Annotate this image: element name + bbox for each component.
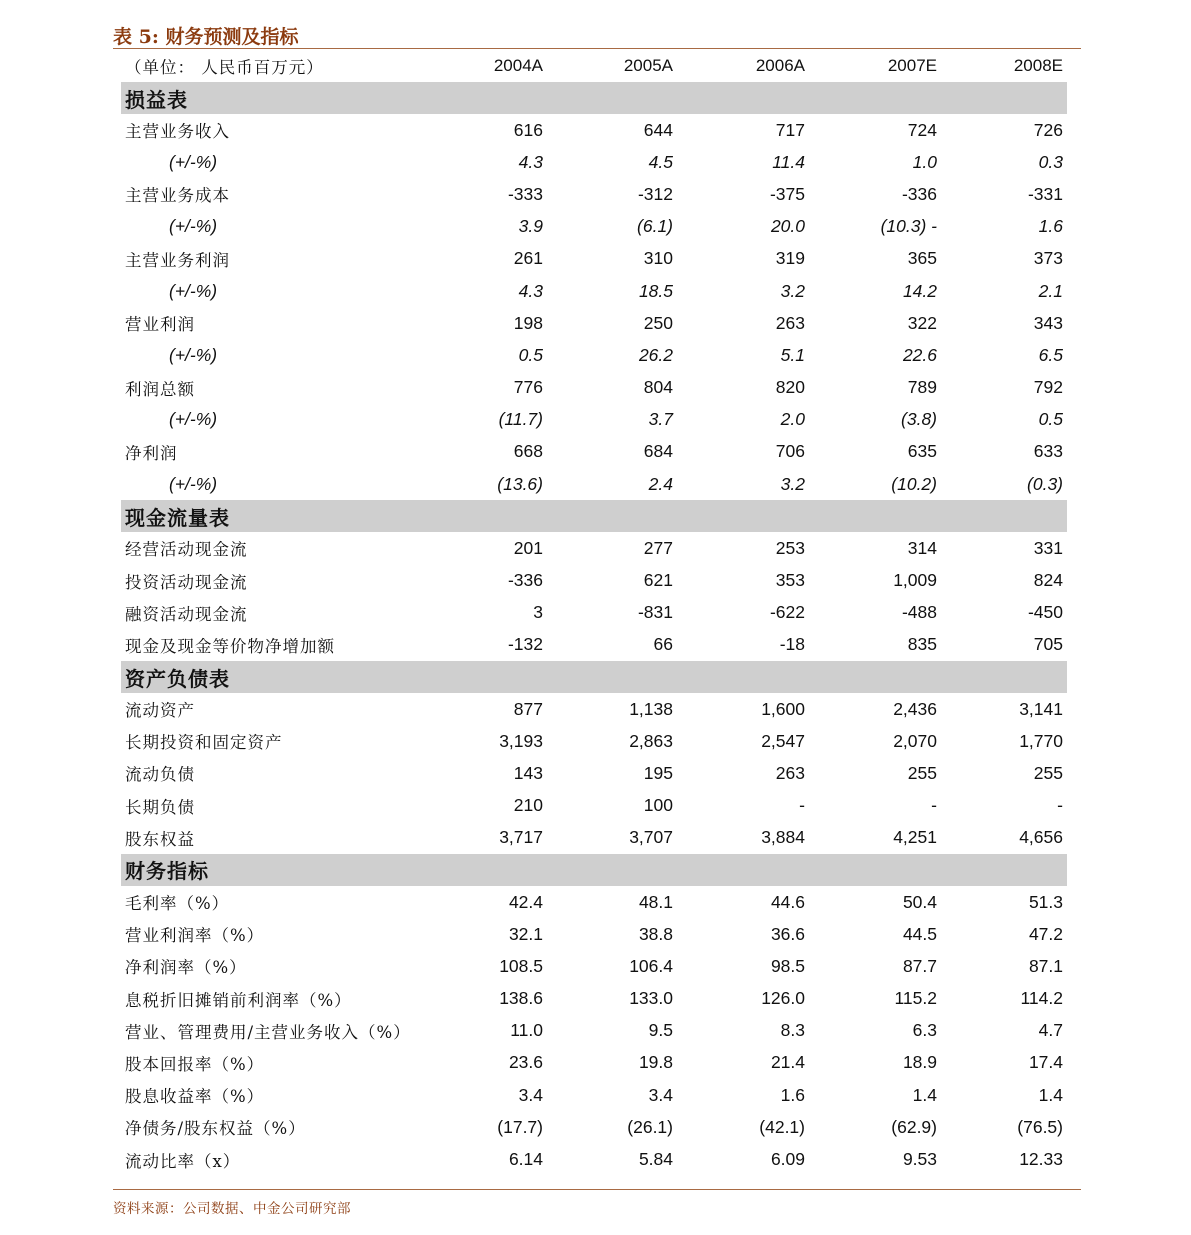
value-cell: 789 [907, 377, 937, 398]
row-label: 净利润率（%） [125, 958, 247, 978]
value-cell: 717 [775, 119, 805, 140]
value-cell: 726 [1033, 119, 1063, 140]
value-cell: 87.7 [902, 955, 937, 976]
table-row [121, 243, 1067, 275]
value-cell: 21.4 [770, 1052, 805, 1073]
row-label: 利润总额 [125, 379, 195, 399]
value-cell: 621 [643, 570, 673, 591]
value-cell: 6.5 [1038, 344, 1063, 365]
value-cell: 1,138 [629, 698, 673, 719]
value-cell: (3.8) [901, 409, 937, 430]
value-cell: 1,009 [893, 570, 937, 591]
value-cell: 51.3 [1028, 891, 1063, 912]
value-cell: 616 [513, 119, 543, 140]
value-cell: 22.6 [902, 344, 937, 365]
row-label: 毛利率（%） [125, 894, 230, 914]
value-cell: (76.5) [1017, 1116, 1063, 1137]
value-cell: 44.5 [902, 923, 937, 944]
value-cell: 106.4 [629, 955, 673, 976]
value-cell: (13.6) [497, 473, 543, 494]
value-cell: 644 [643, 119, 673, 140]
value-cell: 3.9 [518, 216, 543, 237]
value-cell: 3.2 [780, 473, 805, 494]
value-cell: - [799, 795, 805, 816]
row-label: (+/-%) [169, 151, 218, 172]
value-cell: 115.2 [894, 988, 937, 1009]
value-cell: 20.0 [770, 216, 805, 237]
value-cell: 4.7 [1038, 1020, 1063, 1041]
value-cell: 133.0 [629, 988, 673, 1009]
value-cell: 11.0 [510, 1020, 543, 1041]
value-cell: 0.5 [518, 344, 543, 365]
value-cell: 365 [907, 248, 937, 269]
value-cell: 343 [1033, 312, 1063, 333]
value-cell: 6.3 [912, 1020, 937, 1041]
value-cell: 635 [907, 441, 937, 462]
source-note: 资料来源：公司数据、中金公司研究部 [113, 1201, 351, 1217]
value-cell: 1,770 [1019, 730, 1063, 751]
value-cell: 0.3 [1038, 151, 1063, 172]
value-cell: 792 [1033, 377, 1063, 398]
row-label: 营业利润 [125, 315, 195, 335]
financial-forecast-table [121, 50, 1067, 1176]
section-header-row [121, 500, 1067, 532]
year-header: 2008E [1013, 56, 1063, 75]
value-cell: 250 [643, 312, 673, 333]
table-row [121, 983, 1067, 1015]
value-cell: 3.4 [518, 1084, 543, 1105]
value-cell: -375 [769, 183, 805, 204]
value-cell: 48.1 [638, 891, 673, 912]
row-label: (+/-%) [169, 473, 218, 494]
value-cell: 18.5 [638, 280, 673, 301]
value-cell: 36.6 [770, 923, 805, 944]
row-label: 流动资产 [125, 701, 195, 721]
value-cell: 633 [1033, 441, 1063, 462]
value-cell: 195 [643, 762, 673, 783]
value-cell: 322 [907, 312, 937, 333]
row-label: (+/-%) [169, 216, 218, 237]
value-cell: 114.2 [1020, 988, 1063, 1009]
value-cell: 11.4 [772, 151, 805, 172]
value-cell: (6.1) [637, 216, 673, 237]
value-cell: 47.2 [1028, 923, 1063, 944]
value-cell: 804 [643, 377, 673, 398]
value-cell: 5.84 [638, 1149, 673, 1170]
row-label: 主营业务收入 [125, 122, 230, 142]
growth-row [121, 468, 1067, 500]
value-cell: 42.4 [508, 891, 543, 912]
value-cell: 2.0 [780, 409, 805, 430]
row-label: 长期负债 [125, 797, 195, 817]
value-cell: - [931, 795, 937, 816]
value-cell: 684 [643, 441, 673, 462]
table-row [121, 597, 1067, 629]
value-cell: 66 [653, 634, 673, 655]
value-cell: 2,436 [893, 698, 937, 719]
value-cell: 14.2 [902, 280, 937, 301]
table-row [121, 790, 1067, 822]
value-cell: 0.5 [1038, 409, 1063, 430]
section-title: 现金流量表 [121, 500, 1067, 532]
value-cell: 44.6 [770, 891, 805, 912]
table-row [121, 725, 1067, 757]
growth-row [121, 339, 1067, 371]
value-cell: 198 [513, 312, 543, 333]
value-cell: 1.4 [912, 1084, 937, 1105]
value-cell: (17.7) [497, 1116, 543, 1137]
value-cell: 50.4 [902, 891, 937, 912]
value-cell: 705 [1033, 634, 1063, 655]
title-divider [113, 48, 1081, 49]
row-label: 息税折旧摊销前利润率（%） [125, 990, 352, 1010]
row-label: 营业、管理费用/主营业务收入（%） [125, 1022, 411, 1042]
value-cell: 3.4 [648, 1084, 673, 1105]
value-cell: 3.2 [780, 280, 805, 301]
table-row [121, 532, 1067, 564]
growth-row [121, 211, 1067, 243]
value-cell: -312 [637, 183, 673, 204]
value-cell: -18 [779, 634, 805, 655]
growth-row [121, 404, 1067, 436]
value-cell: 1.6 [780, 1084, 805, 1105]
unit-header-row [121, 50, 1067, 82]
row-label: 股东权益 [125, 829, 195, 849]
value-cell: 2,547 [761, 730, 805, 751]
value-cell: 143 [513, 762, 543, 783]
table-row [121, 564, 1067, 596]
value-cell: 724 [907, 119, 937, 140]
value-cell: 4,251 [893, 827, 937, 848]
value-cell: -450 [1027, 602, 1063, 623]
table-row [121, 693, 1067, 725]
year-header: 2006A [755, 56, 805, 75]
value-cell: 2.4 [648, 473, 673, 494]
value-cell: 100 [643, 795, 673, 816]
value-cell: 1.6 [1038, 216, 1063, 237]
value-cell: 263 [775, 762, 805, 783]
value-cell: 9.5 [648, 1020, 673, 1041]
table-row [121, 950, 1067, 982]
table-row [121, 114, 1067, 146]
value-cell: 3,141 [1019, 698, 1063, 719]
value-cell: (10.3) - [880, 216, 937, 237]
value-cell: 373 [1033, 248, 1063, 269]
value-cell: 776 [513, 377, 543, 398]
table-row [121, 178, 1067, 210]
value-cell: -333 [507, 183, 543, 204]
table-row [121, 1015, 1067, 1047]
value-cell: -488 [901, 602, 937, 623]
value-cell: 1.4 [1038, 1084, 1063, 1105]
row-label: 现金及现金等价物净增加额 [125, 636, 335, 656]
row-label: (+/-%) [169, 344, 218, 365]
value-cell: 98.5 [770, 955, 805, 976]
value-cell: (62.9) [891, 1116, 937, 1137]
value-cell: 12.33 [1019, 1149, 1063, 1170]
table-row [121, 436, 1067, 468]
value-cell: -331 [1027, 183, 1063, 204]
value-cell: (11.7) [498, 409, 543, 430]
row-label: 融资活动现金流 [125, 604, 248, 624]
year-header: 2007E [887, 56, 937, 75]
value-cell: 3 [533, 602, 543, 623]
row-label: 净利润 [125, 443, 178, 463]
year-header: 2004A [493, 56, 543, 75]
value-cell: 668 [513, 441, 543, 462]
table-row [121, 1047, 1067, 1079]
value-cell: 6.09 [770, 1149, 805, 1170]
value-cell: -336 [507, 570, 543, 591]
value-cell: 5.1 [780, 344, 805, 365]
value-cell: (42.1) [759, 1116, 805, 1137]
value-cell: 4.3 [518, 280, 543, 301]
row-label: 股息收益率（%） [125, 1087, 265, 1107]
section-header-row [121, 82, 1067, 114]
table-row [121, 918, 1067, 950]
value-cell: 319 [775, 248, 805, 269]
row-label: 主营业务成本 [125, 186, 230, 206]
value-cell: 38.8 [638, 923, 673, 944]
section-title: 资产负债表 [121, 661, 1067, 693]
growth-row [121, 146, 1067, 178]
row-label: (+/-%) [169, 280, 218, 301]
value-cell: 310 [643, 248, 673, 269]
value-cell: 32.1 [508, 923, 543, 944]
value-cell: 3,193 [499, 730, 543, 751]
value-cell: 253 [775, 537, 805, 558]
value-cell: 6.14 [508, 1149, 543, 1170]
value-cell: -831 [637, 602, 673, 623]
row-label: 净债务/股东权益（%） [125, 1119, 306, 1139]
value-cell: 26.2 [638, 344, 673, 365]
section-header-row [121, 854, 1067, 886]
value-cell: 18.9 [902, 1052, 937, 1073]
value-cell: 17.4 [1028, 1052, 1063, 1073]
value-cell: 2,070 [893, 730, 937, 751]
value-cell: 8.3 [780, 1020, 805, 1041]
value-cell: 1,600 [761, 698, 805, 719]
value-cell: 23.6 [508, 1052, 543, 1073]
footer-divider [113, 1189, 1081, 1190]
table-title: 表 5: 财务预测及指标 [113, 26, 299, 48]
section-header-row [121, 661, 1067, 693]
value-cell: 706 [775, 441, 805, 462]
value-cell: 126.0 [761, 988, 805, 1009]
row-label: 流动比率（x） [125, 1151, 241, 1171]
value-cell: 835 [907, 634, 937, 655]
row-label: 投资活动现金流 [125, 572, 248, 592]
value-cell: 210 [513, 795, 543, 816]
value-cell: 255 [907, 762, 937, 783]
value-cell: 3,717 [499, 827, 543, 848]
table-row [121, 757, 1067, 789]
value-cell: 263 [775, 312, 805, 333]
section-title: 财务指标 [121, 854, 1067, 886]
value-cell: 2,863 [629, 730, 673, 751]
table-row [121, 1111, 1067, 1143]
section-title: 损益表 [121, 82, 1067, 114]
value-cell: 261 [513, 248, 543, 269]
value-cell: 824 [1033, 570, 1063, 591]
value-cell: -336 [901, 183, 937, 204]
value-cell: 138.6 [499, 988, 543, 1009]
table-row [121, 822, 1067, 854]
value-cell: (10.2) [891, 473, 937, 494]
unit-label: （单位： 人民币百万元） [125, 58, 324, 77]
table-row [121, 629, 1067, 661]
value-cell: 3,707 [629, 827, 673, 848]
value-cell: 9.53 [902, 1149, 937, 1170]
value-cell: 4.5 [648, 151, 673, 172]
value-cell: 201 [513, 537, 543, 558]
value-cell: 331 [1033, 537, 1063, 558]
value-cell: 3.7 [648, 409, 673, 430]
value-cell: 820 [775, 377, 805, 398]
value-cell: 87.1 [1028, 955, 1063, 976]
value-cell: 4.3 [518, 151, 543, 172]
value-cell: (0.3) [1027, 473, 1063, 494]
row-label: (+/-%) [169, 409, 218, 430]
value-cell: 877 [513, 698, 543, 719]
value-cell: 2.1 [1038, 280, 1063, 301]
table-row [121, 1143, 1067, 1175]
row-label: 主营业务利润 [125, 250, 230, 270]
value-cell: 277 [643, 537, 673, 558]
value-cell: -132 [507, 634, 543, 655]
value-cell: - [1057, 795, 1063, 816]
row-label: 经营活动现金流 [125, 540, 248, 560]
value-cell: 4,656 [1019, 827, 1063, 848]
value-cell: -622 [769, 602, 805, 623]
value-cell: (26.1) [627, 1116, 673, 1137]
row-label: 长期投资和固定资产 [125, 733, 283, 753]
value-cell: 314 [907, 537, 937, 558]
row-label: 股本回报率（%） [125, 1054, 265, 1074]
table-row [121, 372, 1067, 404]
table-row [121, 886, 1067, 918]
value-cell: 1.0 [912, 151, 937, 172]
value-cell: 353 [775, 570, 805, 591]
year-header: 2005A [623, 56, 673, 75]
value-cell: 108.5 [499, 955, 543, 976]
growth-row [121, 275, 1067, 307]
table-row [121, 1079, 1067, 1111]
value-cell: 19.8 [638, 1052, 673, 1073]
value-cell: 3,884 [761, 827, 805, 848]
row-label: 营业利润率（%） [125, 926, 265, 946]
value-cell: 255 [1033, 762, 1063, 783]
row-label: 流动负债 [125, 765, 195, 785]
table-row [121, 307, 1067, 339]
